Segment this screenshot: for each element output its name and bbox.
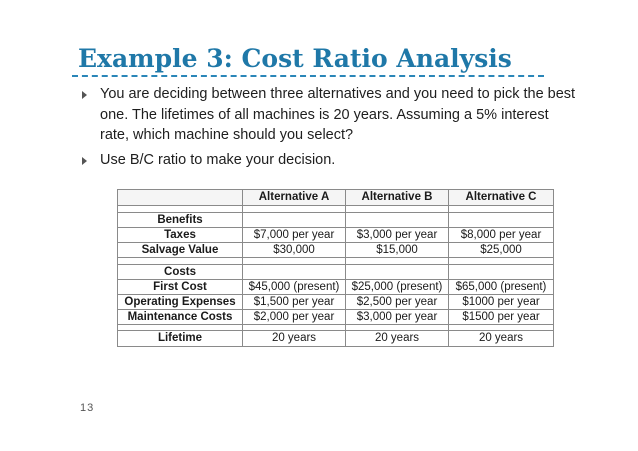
table-row: [118, 280, 554, 295]
bullet-text: You are deciding between three alternatives and you need to pick the best one. The lifetimes of all machines is 20 years. Assuming a 5% interest rate, which machine should you select?: [100, 86, 576, 143]
table-row: [118, 265, 554, 280]
table-row: [118, 228, 554, 243]
cost-table: [117, 189, 554, 347]
row-label: Lifetime: [118, 331, 243, 347]
table-cell: $2,500 per year: [346, 295, 449, 310]
bullet-text: Use B/C ratio to make your decision.: [100, 151, 336, 168]
section-label-costs: Costs: [118, 265, 243, 280]
table-cell: $1500 per year: [449, 310, 554, 325]
table-header-row: [118, 190, 554, 206]
table-cell: $1000 per year: [449, 295, 554, 310]
slide-title: Example 3: Cost Ratio Analysis: [78, 44, 512, 73]
bullet-item: [78, 150, 578, 171]
table-cell: 20 years: [346, 331, 449, 347]
row-label: Maintenance Costs: [118, 310, 243, 325]
header-cell: Alternative A: [243, 190, 346, 206]
table-cell: $1,500 per year: [243, 295, 346, 310]
table-cell: 20 years: [449, 331, 554, 347]
table-cell: $65,000 (present): [449, 280, 554, 295]
table-cell: $3,000 per year: [346, 310, 449, 325]
table-cell: $45,000 (present): [243, 280, 346, 295]
title-divider: [72, 75, 544, 77]
bullet-item: [78, 84, 578, 146]
row-label: Operating Expenses: [118, 295, 243, 310]
bullet-list: [78, 84, 578, 174]
table-spacer-row: [118, 206, 554, 213]
table-cell: $15,000: [346, 243, 449, 258]
row-label: Taxes: [118, 228, 243, 243]
row-label: Salvage Value: [118, 243, 243, 258]
header-cell: [118, 190, 243, 206]
table-cell: $7,000 per year: [243, 228, 346, 243]
table-row: [118, 331, 554, 347]
header-cell: Alternative C: [449, 190, 554, 206]
header-cell: Alternative B: [346, 190, 449, 206]
table-cell: $8,000 per year: [449, 228, 554, 243]
bullet-arrow-icon: [82, 157, 87, 165]
table-cell: 20 years: [243, 331, 346, 347]
table-row: [118, 295, 554, 310]
table-cell: $30,000: [243, 243, 346, 258]
section-label-benefits: Benefits: [118, 213, 243, 228]
row-label: First Cost: [118, 280, 243, 295]
page-number: 13: [80, 402, 95, 414]
table-cell: $3,000 per year: [346, 228, 449, 243]
table-spacer-row: [118, 258, 554, 265]
table-row: [118, 243, 554, 258]
cost-table-container: [117, 189, 553, 347]
table-cell: $25,000 (present): [346, 280, 449, 295]
bullet-arrow-icon: [82, 91, 87, 99]
table-row: [118, 213, 554, 228]
table-cell: $25,000: [449, 243, 554, 258]
table-row: [118, 310, 554, 325]
table-cell: $2,000 per year: [243, 310, 346, 325]
